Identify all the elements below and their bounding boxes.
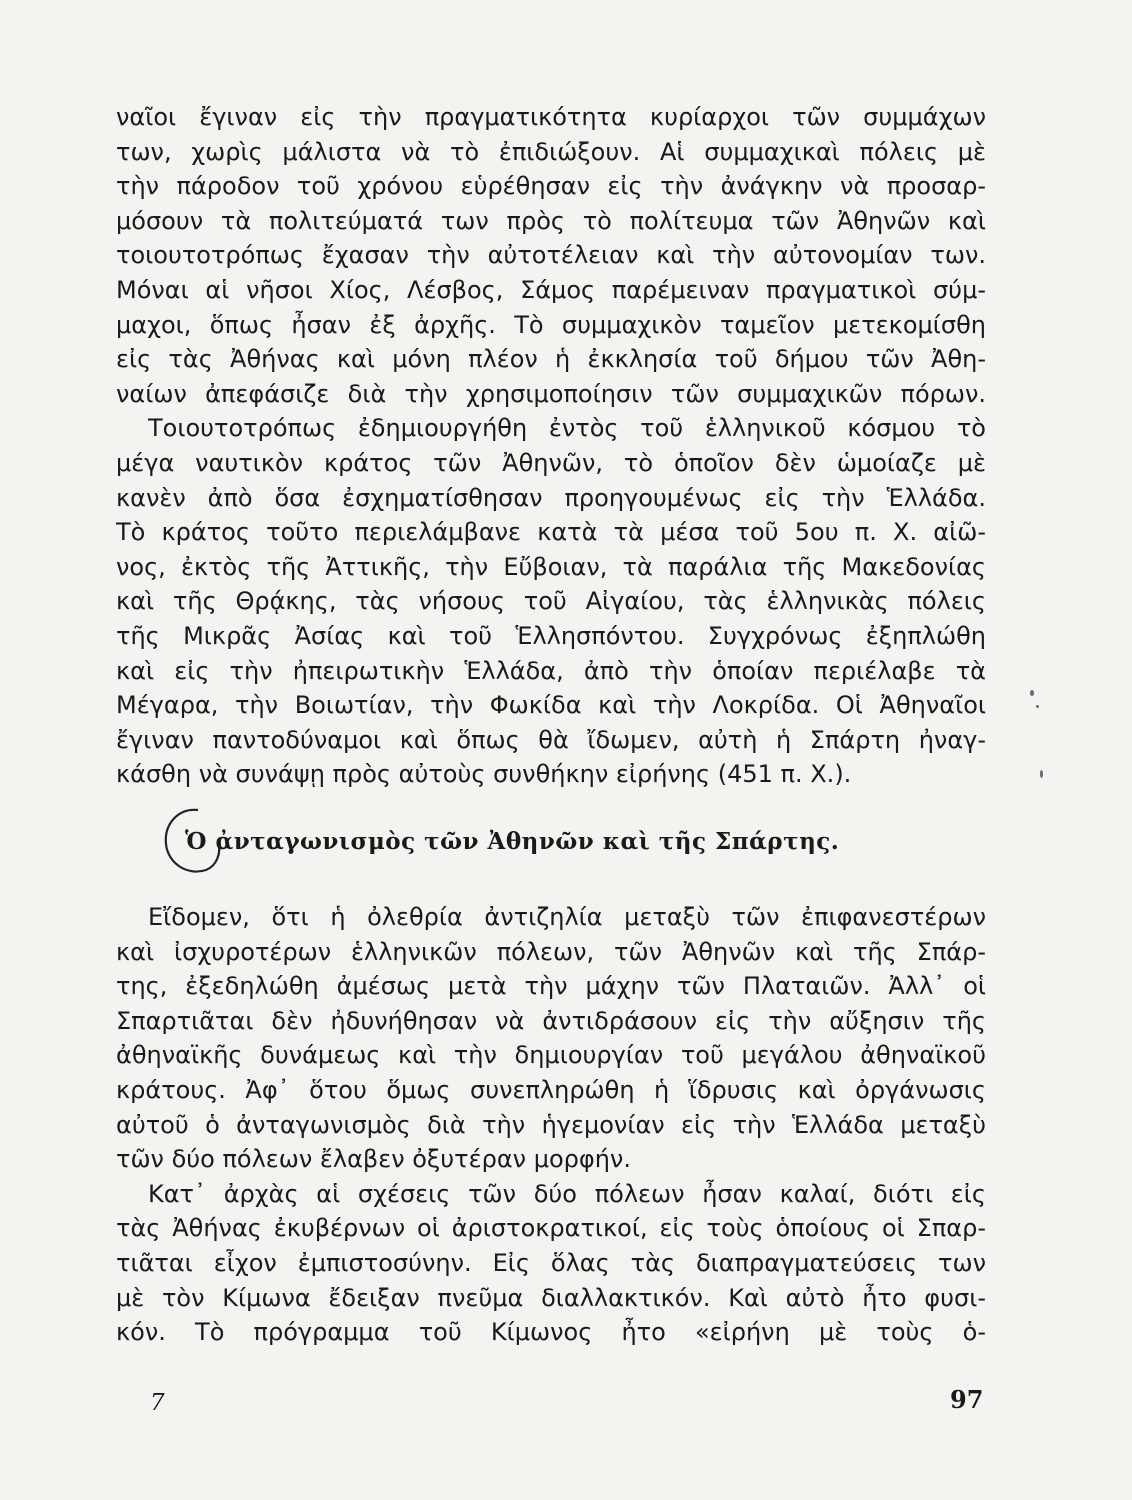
text-line: ναίων ἀπεφάσιζε διὰ τὴν χρησιμοποίησιν τῶν συμμαχικῶν πόρων.	[116, 379, 986, 408]
signature-mark: 7	[150, 1390, 165, 1416]
text-line: Σπαρτιᾶται δὲν ἠδυνήθησαν νὰ ἀντιδράσουν εἰς τὴν αὔξησιν τῆς	[116, 1006, 986, 1035]
text-line: ναῖοι ἔγιναν εἰς τὴν πραγματικότητα κυρίαρχοι τῶν συμμάχων	[116, 103, 986, 131]
text-line: τιᾶται εἶχον ἐμπιστοσύνην. Εἰς ὅλας τὰς διαπραγματεύσεις των	[116, 1248, 986, 1277]
text-line: Εἴδομεν, ὅτι ἡ ὀλεθρία ἀντιζηλία μεταξὺ τῶν ἐπιφανεστέρων	[148, 903, 986, 931]
paper-speck	[1030, 690, 1034, 696]
text-line: τὰς Ἀθήνας ἐκυβέρνων οἱ ἀριστοκρατικοί, εἰς τοὺς ὁποίους οἱ Σπαρ-	[116, 1214, 986, 1243]
text-line: Τοιουτοτρόπως ἐδημιουργήθη ἐντὸς τοῦ ἑλληνικοῦ κόσμου τὸ	[148, 414, 986, 443]
page-number: 97	[950, 1385, 984, 1414]
text-line: κράτους. Ἀφ᾽ ὅτου ὅμως συνεπληρώθη ἡ ἵδρυσις καὶ ὀργάνωσις	[116, 1075, 986, 1104]
text-block-top	[116, 100, 986, 792]
text-line: ἀθηναϊκῆς δυνάμεως καὶ τὴν δημιουργίαν τοῦ μεγάλου ἀθηναϊκοῦ	[116, 1041, 986, 1070]
text-block-bottom	[116, 900, 986, 1350]
text-line: κόν. Τὸ πρόγραμμα τοῦ Κίμωνος ἦτο «εἰρήνη μὲ τοὺς ὁ-	[116, 1318, 986, 1347]
paper-speck	[1036, 705, 1039, 708]
text-line: τῶν δύο πόλεων ἔλαβεν ὀξυτέραν μορφήν.	[116, 1145, 631, 1174]
text-line: της, ἐξεδηλώθη ἀμέσως μετὰ τὴν μάχην τῶν Πλαταιῶν. Ἀλλ᾽ οἱ	[116, 972, 986, 1001]
text-line: των, χωρὶς μάλιστα νὰ τὸ ἐπιδιώξουν. Αἱ συμμαχικαὶ πόλεις μὲ	[116, 137, 986, 166]
text-line: αὐτοῦ ὁ ἀνταγωνισμὸς διὰ τὴν ἡγεμονίαν εἰς τὴν Ἑλλάδα μεταξὺ	[116, 1110, 986, 1139]
text-line: καὶ εἰς τὴν ἠπειρωτικὴν Ἑλλάδα, ἀπὸ τὴν ὁποίαν περιέλαβε τὰ	[116, 656, 986, 685]
text-line: μόσουν τὰ πολιτεύματά των πρὸς τὸ πολίτευμα τῶν Ἀθηνῶν καὶ	[116, 206, 986, 235]
text-line: τὴν πάροδον τοῦ χρόνου εὑρέθησαν εἰς τὴν ἀνάγκην νὰ προσαρ-	[116, 172, 986, 201]
text-line: εἰς τὰς Ἀθήνας καὶ μόνη πλέον ἡ ἐκκλησία τοῦ δήμου τῶν Ἀθη-	[116, 345, 986, 374]
section-heading: Ὁ ἀνταγωνισμὸς τῶν Ἀθηνῶν καὶ τῆς Σπάρτης.	[185, 828, 840, 855]
text-line: μέγα ναυτικὸν κράτος τῶν Ἀθηνῶν, τὸ ὁποῖον δὲν ὡμοίαζε μὲ	[116, 448, 986, 477]
text-line: μαχοι, ὅπως ἦσαν ἐξ ἀρχῆς. Τὸ συμμαχικὸν ταμεῖον μετεκομίσθη	[116, 310, 986, 339]
text-line: τῆς Μικρᾶς Ἀσίας καὶ τοῦ Ἑλλησπόντου. Συγχρόνως ἐξηπλώθη	[116, 621, 986, 650]
text-line: ἔγιναν παντοδύναμοι καὶ ὅπως θὰ ἴδωμεν, αὐτὴ ἡ Σπάρτη ἠναγ-	[116, 725, 986, 754]
paper-speck	[1040, 770, 1043, 778]
text-line: Κατ᾽ ἀρχὰς αἱ σχέσεις τῶν δύο πόλεων ἦσαν καλαί, διότι εἰς	[148, 1179, 986, 1208]
text-line: Μέγαρα, τὴν Βοιωτίαν, τὴν Φωκίδα καὶ τὴν Λοκρίδα. Οἱ Ἀθηναῖοι	[116, 691, 986, 720]
text-line: Τὸ κράτος τοῦτο περιελάμβανε κατὰ τὰ μέσα τοῦ 5ου π. Χ. αἰῶ-	[116, 518, 986, 547]
text-line: νος, ἐκτὸς τῆς Ἀττικῆς, τὴν Εὔβοιαν, τὰ παράλια τῆς Μακεδονίας	[116, 552, 986, 581]
text-line: κάσθη νὰ συνάψῃ πρὸς αὐτοὺς συνθήκην εἰρήνης (451 π. Χ.).	[116, 760, 852, 789]
text-line: καὶ τῆς Θρᾴκης, τὰς νήσους τοῦ Αἰγαίου, τὰς ἑλληνικὰς πόλεις	[116, 587, 986, 616]
text-line: κανὲν ἀπὸ ὅσα ἐσχηματίσθησαν προηγουμένως εἰς τὴν Ἑλλάδα.	[116, 483, 986, 512]
text-line: τοιουτοτρόπως ἔχασαν τὴν αὐτοτέλειαν καὶ τὴν αὐτονομίαν των.	[116, 241, 986, 270]
text-line: καὶ ἰσχυροτέρων ἑλληνικῶν πόλεων, τῶν Ἀθηνῶν καὶ τῆς Σπάρ-	[116, 937, 986, 966]
text-line: μὲ τὸν Κίμωνα ἔδειξαν πνεῦμα διαλλακτικόν. Καὶ αὐτὸ ἦτο φυσι-	[116, 1283, 986, 1312]
text-line: Μόναι αἱ νῆσοι Χίος, Λέσβος, Σάμος παρέμειναν πραγματικοὶ σύμ-	[116, 275, 986, 304]
